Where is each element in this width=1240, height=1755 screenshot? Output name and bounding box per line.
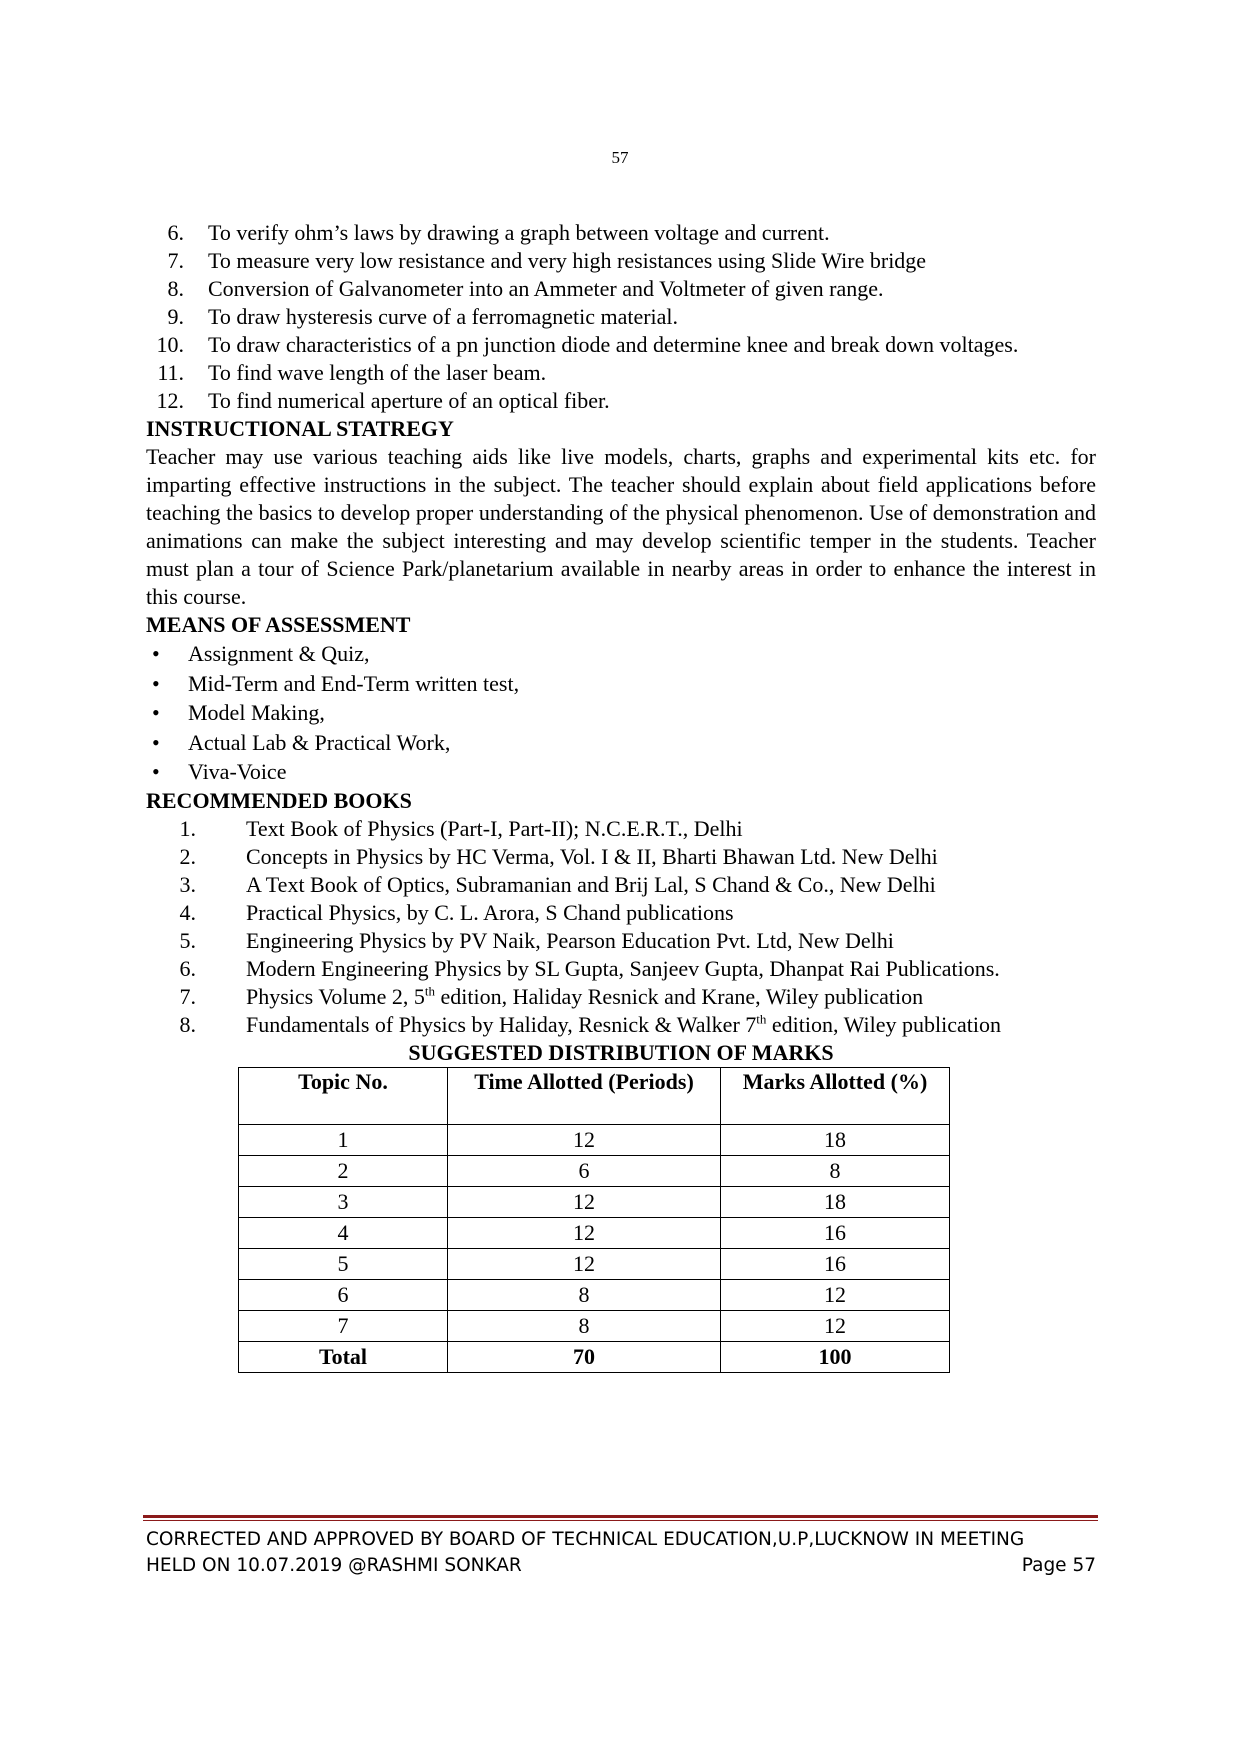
item-text: [196, 1011, 1096, 1039]
bullet-icon: •: [152, 700, 160, 725]
item-text: To find wave length of the laser beam.: [208, 360, 547, 385]
table-cell: 18: [721, 1186, 950, 1217]
list-item: [146, 669, 1096, 699]
text-part: edition, Wiley publication: [766, 1011, 1001, 1037]
item-number: 8.: [179, 1011, 196, 1037]
list-item: [146, 728, 1096, 758]
bullet-icon: •: [152, 729, 160, 755]
table-cell: 8: [448, 1279, 721, 1310]
marks-table-title: SUGGESTED DISTRIBUTION OF MARKS: [408, 1039, 834, 1065]
item-number: 12.: [156, 388, 184, 413]
table-row: [239, 1124, 950, 1155]
books-list: [146, 815, 1096, 1039]
item-text: Model Making,: [188, 700, 325, 725]
marks-distribution-table: [238, 1067, 950, 1373]
superscript: th: [424, 983, 436, 999]
bullet-icon: •: [152, 670, 160, 696]
table-cell: 3: [239, 1186, 448, 1217]
item-number: 7.: [179, 983, 196, 1009]
table-cell: Total: [239, 1341, 448, 1372]
footer-rule: [143, 1515, 1098, 1521]
footer: [146, 1527, 1096, 1579]
table-row: [239, 1279, 950, 1310]
assessment-heading: MEANS OF ASSESSMENT: [146, 612, 411, 637]
table-cell: 16: [721, 1217, 950, 1248]
list-item: [146, 955, 1096, 983]
list-item: [146, 639, 1096, 669]
item-text: Concepts in Physics by HC Verma, Vol. I & II, Bharti Bhawan Ltd. New Delhi: [246, 843, 938, 869]
footer-line-2: HELD ON 10.07.2019 @RASHMI SONKAR: [146, 1555, 522, 1576]
item-number: 7.: [167, 248, 184, 273]
table-cell: 12: [448, 1186, 721, 1217]
table-cell: 12: [721, 1279, 950, 1310]
item-number: 8.: [167, 276, 184, 301]
list-item: [146, 757, 1096, 787]
table-cell: 12: [721, 1310, 950, 1341]
table-cell: 100: [721, 1341, 950, 1372]
table-cell: 1: [239, 1124, 448, 1155]
instructional-strategy-text: Teacher may use various teaching aids like live models, charts, graphs and experimental kits etc. for imparting effective instructions in the subject. The teacher should explain about field applications before teaching the basics to develop proper understanding of the physical phenomenon. Use of demonstration and animations can make the subject interesting and may develop scientific temper in the students. Teacher must plan a tour of Science Park/planetarium available in nearby areas in order to enhance the interest in this course.: [146, 444, 1096, 609]
header-topic-no: Topic No.: [239, 1067, 448, 1124]
item-number: 6.: [179, 955, 196, 981]
item-number: 3.: [179, 871, 196, 897]
item-number: 10.: [156, 332, 184, 357]
item-text: Assignment & Quiz,: [188, 641, 370, 666]
table-cell: 12: [448, 1248, 721, 1279]
item-text: Practical Physics, by C. L. Arora, S Chand publications: [246, 899, 734, 925]
list-item: [146, 899, 1096, 927]
list-item: [146, 698, 1096, 728]
table-cell: 6: [448, 1155, 721, 1186]
page-content: [146, 219, 1096, 1373]
list-item: [146, 983, 1096, 1011]
item-number: 2.: [179, 843, 196, 869]
item-text: Text Book of Physics (Part-I, Part-II); N.C.E.R.T., Delhi: [246, 815, 743, 841]
table-row: [239, 1217, 950, 1248]
footer-line-1: CORRECTED AND APPROVED BY BOARD OF TECHNICAL EDUCATION,U.P,LUCKNOW IN MEETING: [146, 1529, 1025, 1550]
header-time-allotted: Time Allotted (Periods): [448, 1067, 721, 1124]
table-cell: 5: [239, 1248, 448, 1279]
table-cell: 70: [448, 1341, 721, 1372]
item-text: To draw hysteresis curve of a ferromagnetic material.: [208, 304, 679, 329]
instructional-strategy-heading: INSTRUCTIONAL STATREGY: [146, 416, 454, 441]
table-header-row: [239, 1067, 950, 1124]
item-number: 5.: [179, 927, 196, 953]
list-item: [146, 275, 1096, 303]
list-item: [146, 219, 1096, 247]
item-number: 9.: [167, 304, 184, 329]
table-cell: 12: [448, 1217, 721, 1248]
item-number: 1.: [179, 815, 196, 841]
item-text: To find numerical aperture of an optical fiber.: [208, 388, 610, 413]
item-text: [196, 983, 1096, 1011]
item-text: Modern Engineering Physics by SL Gupta, Sanjeev Gupta, Dhanpat Rai Publications.: [246, 955, 1000, 981]
item-text: Engineering Physics by PV Naik, Pearson Education Pvt. Ltd, New Delhi: [246, 927, 894, 953]
item-number: 6.: [167, 220, 184, 245]
table-cell: 4: [239, 1217, 448, 1248]
assessment-list: [146, 639, 1096, 787]
table-cell: 6: [239, 1279, 448, 1310]
list-item: [146, 843, 1096, 871]
bullet-icon: •: [152, 759, 160, 784]
list-item: [146, 247, 1096, 275]
table-row: [239, 1248, 950, 1279]
list-item: [146, 387, 1096, 415]
table-cell: 12: [448, 1124, 721, 1155]
bullet-icon: •: [152, 641, 160, 666]
page-number: 57: [611, 148, 629, 167]
list-item: [146, 331, 1096, 359]
list-item: [146, 359, 1096, 387]
table-cell: 8: [721, 1155, 950, 1186]
item-number: 4.: [179, 899, 196, 925]
table-cell: 18: [721, 1124, 950, 1155]
item-text: Viva-Voice: [188, 759, 287, 784]
table-cell: 2: [239, 1155, 448, 1186]
table-row: [239, 1155, 950, 1186]
item-text: To verify ohm’s laws by drawing a graph between voltage and current.: [208, 220, 830, 245]
item-text: To draw characteristics of a pn junction diode and determine knee and break down voltages.: [208, 332, 1019, 357]
table-cell: 8: [448, 1310, 721, 1341]
list-item: [146, 871, 1096, 899]
table-cell: 7: [239, 1310, 448, 1341]
table-total-row: [239, 1341, 950, 1372]
table-body: [239, 1124, 950, 1372]
table-row: [239, 1186, 950, 1217]
header-marks-allotted: Marks Allotted (%): [721, 1067, 950, 1124]
text-part: Fundamentals of Physics by Haliday, Resnick & Walker 7: [246, 1011, 757, 1037]
table-cell: 16: [721, 1248, 950, 1279]
text-part: Physics Volume 2, 5: [246, 983, 425, 1009]
books-heading: RECOMMENDED BOOKS: [146, 787, 412, 813]
list-item: [146, 303, 1096, 331]
item-text: Mid-Term and End-Term written test,: [188, 670, 520, 696]
list-item: [146, 815, 1096, 843]
experiment-list: [146, 219, 1096, 415]
table-row: [239, 1310, 950, 1341]
superscript: th: [756, 1011, 767, 1027]
item-text: Conversion of Galvanometer into an Ammeter and Voltmeter of given range.: [208, 276, 884, 301]
item-text: Actual Lab & Practical Work,: [188, 729, 451, 755]
text-part: edition, Haliday Resnick and Krane, Wiley publication: [435, 983, 924, 1009]
item-text: To measure very low resistance and very high resistances using Slide Wire bridge: [208, 248, 927, 273]
list-item: [146, 927, 1096, 955]
list-item: [146, 1011, 1096, 1039]
item-text: A Text Book of Optics, Subramanian and Brij Lal, S Chand & Co., New Delhi: [246, 871, 936, 897]
item-number: 11.: [157, 360, 184, 385]
footer-page-label: Page 57: [1021, 1555, 1096, 1576]
